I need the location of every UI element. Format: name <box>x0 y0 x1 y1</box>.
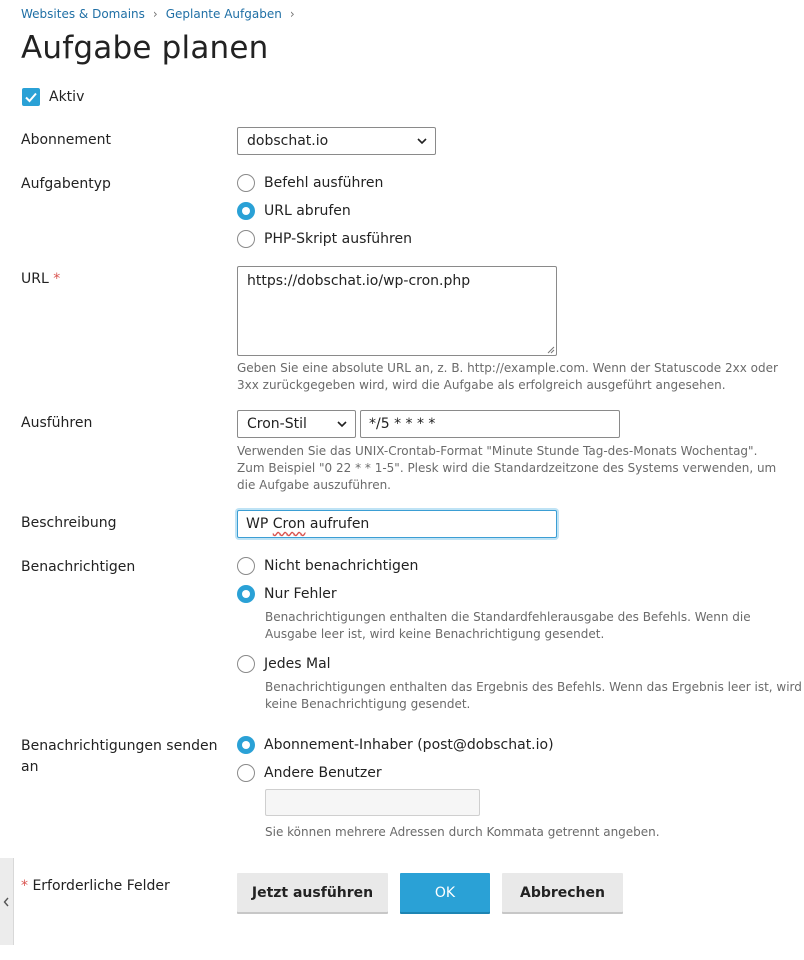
task-type-php-label: PHP-Skript ausführen <box>264 231 412 247</box>
required-marker: * <box>53 271 61 287</box>
radio-button[interactable] <box>237 174 255 192</box>
chevron-left-icon <box>3 897 10 907</box>
radio-button[interactable] <box>237 230 255 248</box>
url-textarea[interactable] <box>237 266 557 356</box>
notify-every-label: Jedes Mal <box>264 656 331 672</box>
cancel-button[interactable]: Abbrechen <box>502 873 623 912</box>
description-label: Beschreibung <box>21 515 117 531</box>
page-title: Aufgabe planen <box>21 30 269 66</box>
chevron-down-icon <box>417 138 427 145</box>
send-to-owner-label: Abonnement-Inhaber (post@dobschat.io) <box>264 737 554 753</box>
required-fields-note: * Erforderliche Felder <box>21 878 170 894</box>
task-type-label: Aufgabentyp <box>21 176 111 192</box>
task-type-command-label: Befehl ausführen <box>264 175 384 191</box>
radio-button-selected[interactable] <box>237 736 255 754</box>
notify-errors-label: Nur Fehler <box>264 586 337 602</box>
notify-never-label: Nicht benachrichtigen <box>264 558 419 574</box>
send-to-label: Benachrichtigungen senden an <box>21 738 218 775</box>
subscription-label: Abonnement <box>21 132 112 148</box>
run-style-select[interactable] <box>237 410 356 438</box>
task-type-url[interactable] <box>237 202 351 220</box>
run-now-button[interactable]: Jetzt ausführen <box>237 873 388 912</box>
notify-every[interactable] <box>237 655 331 673</box>
send-to-other-label: Andere Benutzer <box>264 765 382 781</box>
active-checkbox[interactable] <box>22 88 40 106</box>
notify-never[interactable] <box>237 557 418 575</box>
chevron-down-icon <box>337 421 347 428</box>
active-checkbox-row[interactable] <box>22 88 84 106</box>
notify-every-hint: Benachrichtigungen enthalten das Ergebnis des Befehls. Wenn das Ergebnis leer ist, wird keine Benachrichtigung gesendet. <box>265 680 802 711</box>
radio-button[interactable] <box>237 655 255 673</box>
notify-label: Benachrichtigen <box>21 559 136 575</box>
description-word: aufrufen <box>309 516 370 532</box>
cron-value: */5 * * * * <box>369 416 436 432</box>
description-word: WP <box>246 516 269 532</box>
sidebar-toggle[interactable] <box>0 858 14 945</box>
breadcrumb-separator-icon: › <box>289 7 295 21</box>
send-to-other[interactable] <box>237 764 382 782</box>
url-value: https://dobschat.io/wp-cron.php <box>247 273 471 289</box>
run-hint: Verwenden Sie das UNIX-Crontab-Format "Minute Stunde Tag-des-Monats Wochentag". Zum Beispiel "0 22 * * 1-5". Plesk wird die Standardzeitzone des Systems verwenden, um die Aufgabe auszuführen. <box>237 444 777 492</box>
description-input[interactable] <box>237 510 557 538</box>
description-word-misspelled: Cron <box>272 516 306 532</box>
subscription-value: dobschat.io <box>247 133 329 149</box>
cron-input[interactable] <box>360 410 620 438</box>
radio-button-selected[interactable] <box>237 585 255 603</box>
notify-errors-hint: Benachrichtigungen enthalten die Standardfehlerausgabe des Befehls. Wenn die Ausgabe leer ist, wird keine Benachrichtigung gesendet. <box>265 610 751 641</box>
radio-button[interactable] <box>237 764 255 782</box>
required-marker: * <box>21 878 28 894</box>
send-to-hint: Sie können mehrere Adressen durch Kommata getrennt angeben. <box>265 825 660 839</box>
active-label: Aktiv <box>49 89 85 105</box>
task-type-url-label: URL abrufen <box>264 203 351 219</box>
resize-handle-icon[interactable] <box>546 345 555 354</box>
subscription-select[interactable] <box>237 127 436 155</box>
run-label: Ausführen <box>21 415 93 431</box>
ok-button[interactable]: OK <box>400 873 490 912</box>
breadcrumb-separator-icon: › <box>152 7 158 21</box>
run-style-value: Cron-Stil <box>247 416 307 432</box>
breadcrumb-websites-domains[interactable]: Websites & Domains <box>21 7 145 21</box>
other-users-input[interactable] <box>265 789 480 816</box>
radio-button-selected[interactable] <box>237 202 255 220</box>
breadcrumb <box>21 7 303 21</box>
task-type-php[interactable] <box>237 230 412 248</box>
checkmark-icon <box>24 90 38 104</box>
url-hint: Geben Sie eine absolute URL an, z. B. http://example.com. Wenn der Statuscode 2xx oder 3xx zurückgegeben wird, wird die Aufgabe als erfolgreich ausgeführt angesehen. <box>237 361 778 392</box>
breadcrumb-scheduled-tasks[interactable]: Geplante Aufgaben <box>165 7 282 21</box>
radio-button[interactable] <box>237 557 255 575</box>
url-label: URL * <box>21 271 61 287</box>
notify-errors[interactable] <box>237 585 337 603</box>
task-type-command[interactable] <box>237 174 383 192</box>
send-to-owner[interactable] <box>237 736 554 754</box>
